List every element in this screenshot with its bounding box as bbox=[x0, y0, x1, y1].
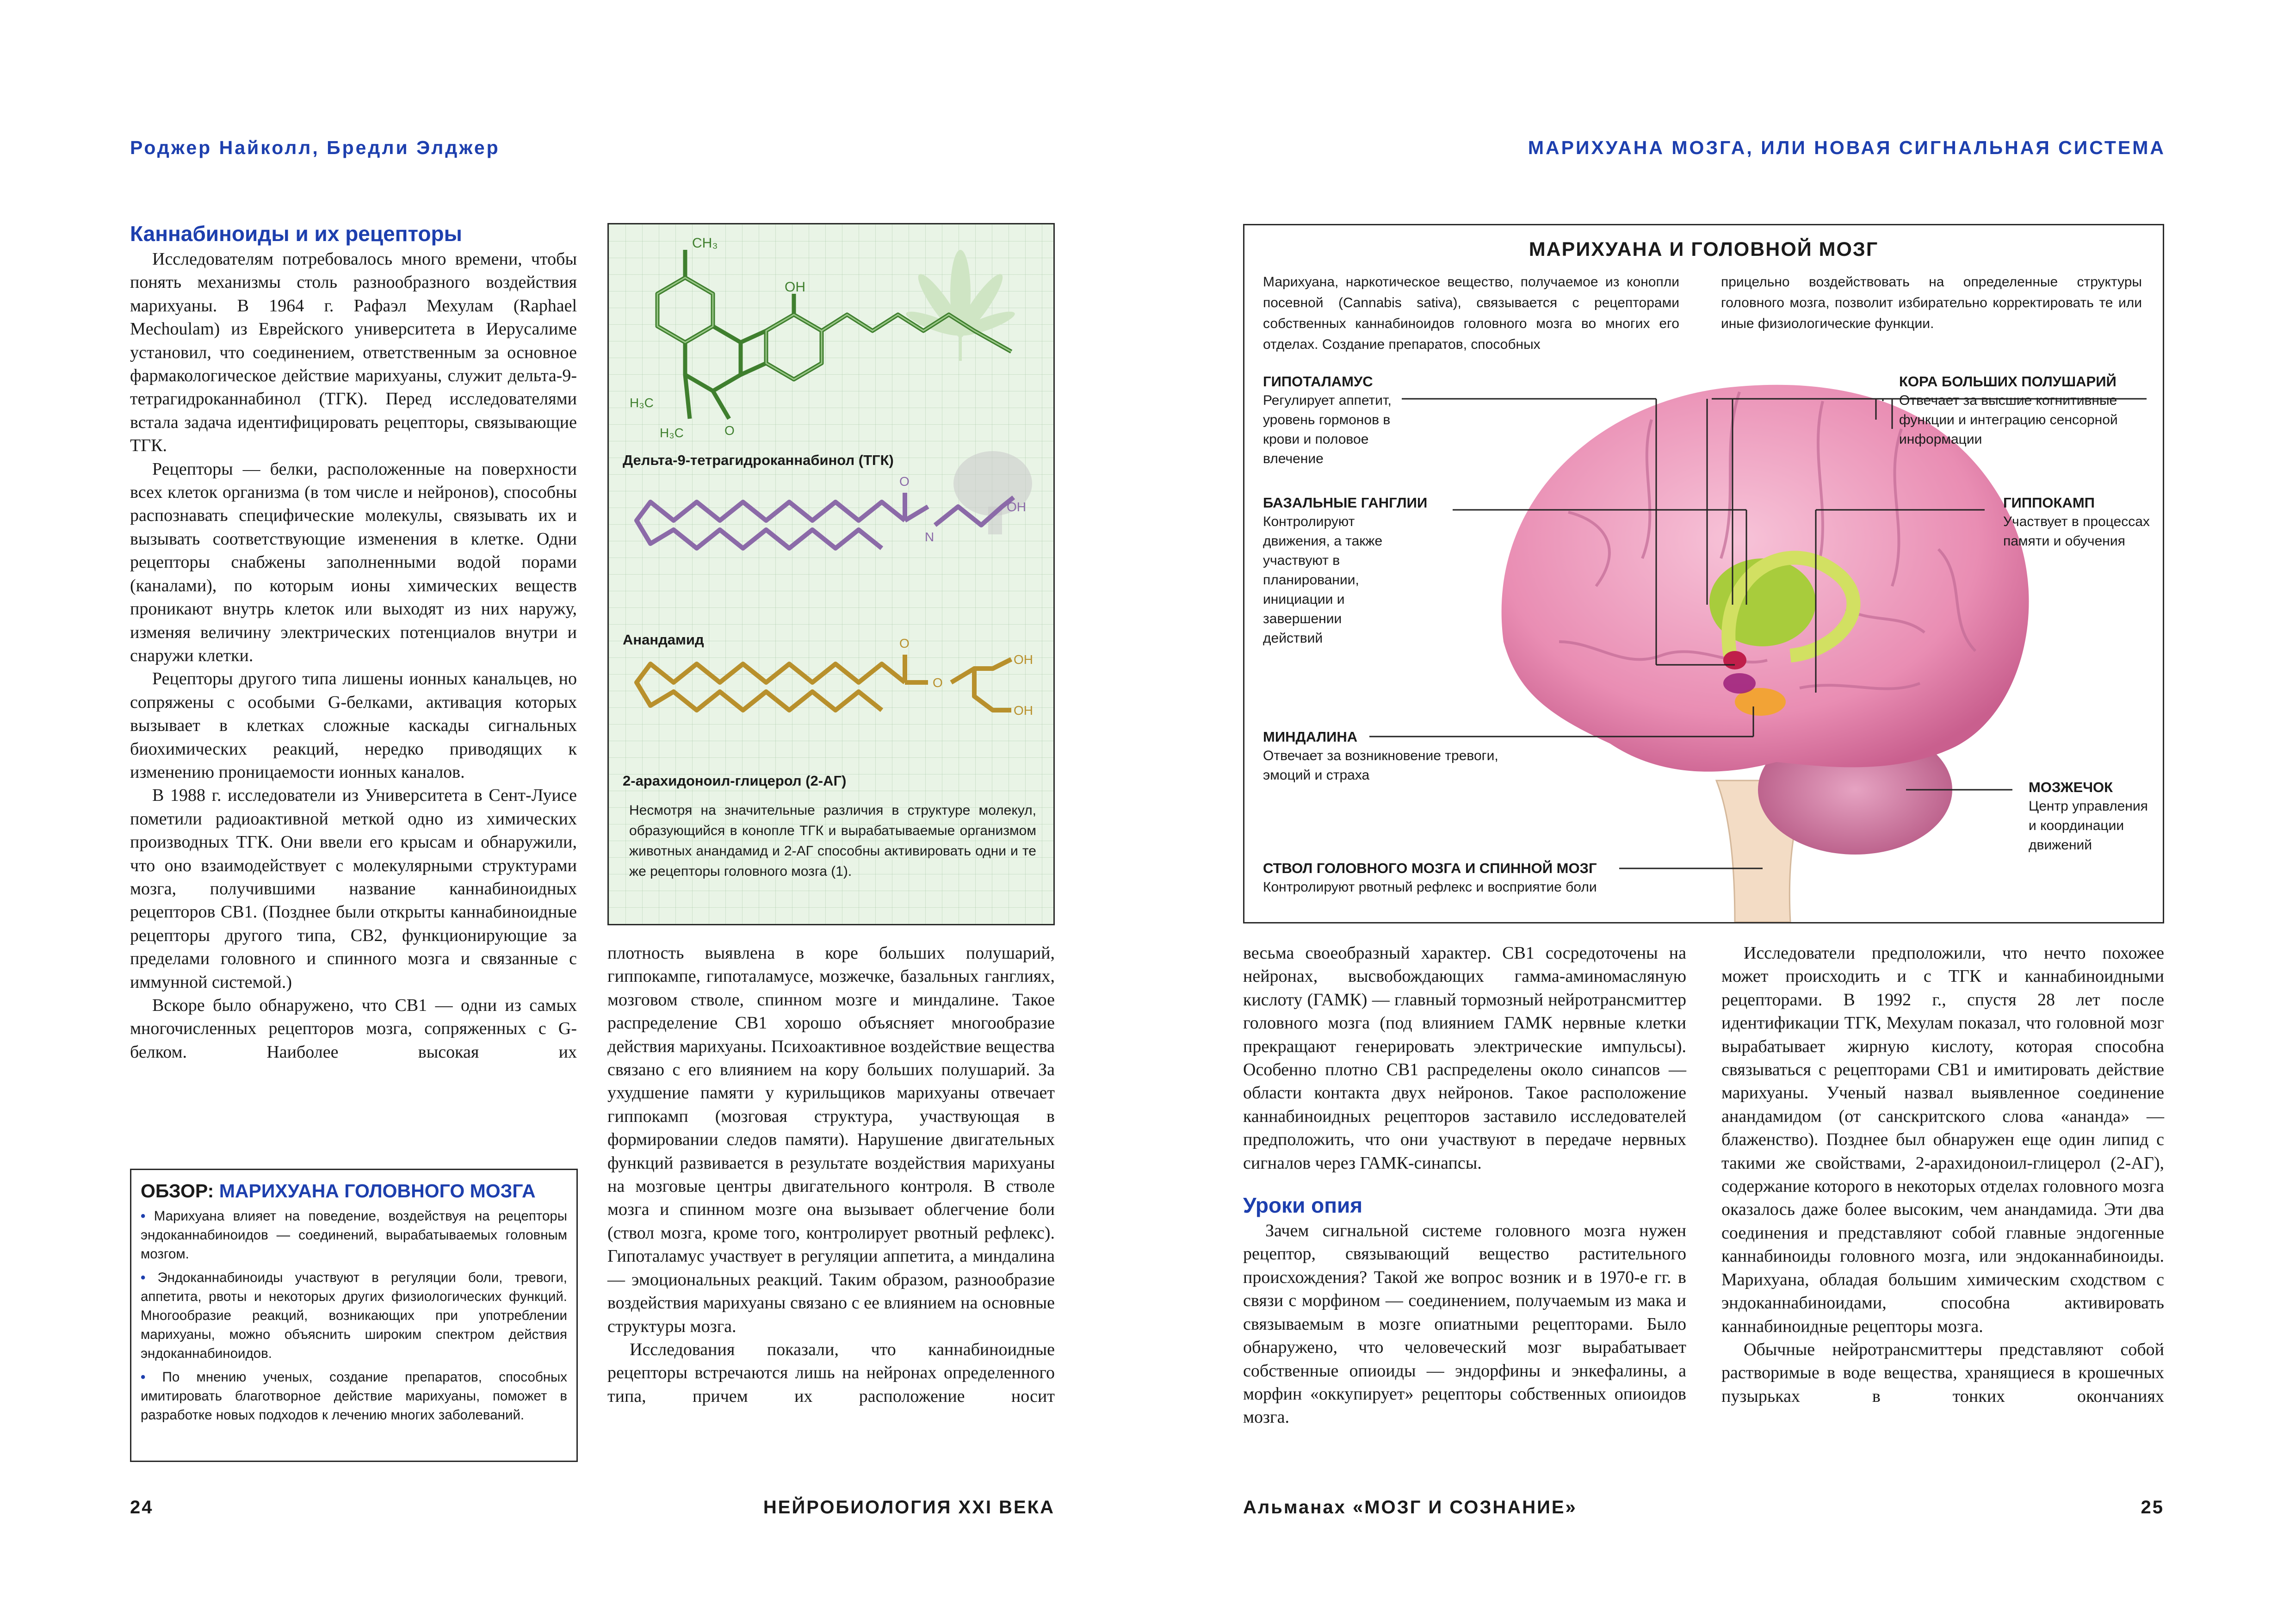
label-cerebellum bbox=[2029, 778, 2156, 855]
paragraph: Исследования показали, что каннабиноидные рецепторы встречаются лишь на нейронах определенного типа, причем их расположение носит bbox=[607, 1339, 1055, 1406]
label-thc: Дельта-9-тетрагидроканнабинол (ТГК) bbox=[623, 452, 894, 468]
overview-title-prefix: ОБЗОР: bbox=[141, 1180, 214, 1202]
atom-label: CH₃ bbox=[692, 235, 718, 251]
bullet-icon: • bbox=[141, 1369, 146, 1385]
paragraph: Исследователи предположили, что нечто похожее может происходить и с ТГК и каннабиноидными рецепторами. В 1992 г., спустя 28 лет после идентификации ТГК, Мехулам показал, что головной мозг вырабатывает жирную кислоту, которая способна связываться с рецепторами CB1 и имитировать действие марихуаны. Ученый назвал выявленное соединение анандамидом (от санскритского слова «ананда» — блаженство). Позднее был обнаружен еще один липид с такими же свойствами, 2-арахидоноил-глицерол (2-АГ), содержание которого в некоторых отделах головного мозга оказалось даже более высоким, чем анандамида. Эти два соединения и представляют собой главные эндогенные каннабиноиды головного мозга, или эндоканнабиноиды. Марихуана, обладая большим химическим сходством с эндоканнабиноидами, способна активировать каннабиноидные рецепторы мозга. bbox=[1721, 943, 2164, 1336]
paragraph: Рецепторы другого типа лишены ионных канальцев, но сопряжены с особыми G-белками, активация которых вызывает в клетках сложные каскады сигнальных биохимических реакций, нередко приводящих к изменению проницаемости ионных каналов. bbox=[130, 669, 577, 782]
running-header-article-title: МАРИХУАНА МОЗГА, ИЛИ НОВАЯ СИГНАЛЬНАЯ СИСТЕМА bbox=[1528, 137, 2166, 158]
paragraph: Зачем сигнальной системе головного мозга нужен рецептор, связывающий вещество растительного происхождения? Такой же вопрос возник и в 1970-е гг. в связи с морфином — соединением, получаемым из мака и связываемым в мозге опиатными рецепторами. Было обнаружено, что человеческий мозг вырабатывает собственные опиоиды — эндорфины и энкефалины, а морфин «оккупирует» рецепторы собственных опиоидов мозга. bbox=[1243, 1221, 1686, 1427]
atom-label: H₃C bbox=[630, 396, 654, 410]
label-desc: Отвечает за возникновение тревоги, эмоций и страха bbox=[1263, 748, 1498, 783]
atom-label: O bbox=[933, 675, 943, 690]
atom-label-h3c: H₃C bbox=[660, 426, 684, 440]
atom-label: OH bbox=[1007, 500, 1026, 514]
footer-left-title: НЕЙРОБИОЛОГИЯ XXI ВЕКА bbox=[763, 1497, 1055, 1518]
running-header-authors: Роджер Найколл, Бредли Элджер bbox=[130, 137, 500, 158]
label-2ag: 2-арахидоноил-глицерол (2-АГ) bbox=[623, 773, 847, 789]
figure-intro-right: прицельно воздействовать на определенные структуры головного мозга, позволит избирательно корректировать те или иные физиологические функции. bbox=[1721, 274, 2142, 331]
paragraph: В 1988 г. исследователи из Университета в Сент-Луисе пометили радиоактивной меткой одно из химических производных ТГК. Они ввели его крысам и обнаружили, что оно взаимодействует с молекулярными структурами мозга, получившими название каннабиноидных рецепторов CB1. (Позднее были открыты каннабиноидные рецепторы другого типа, CB2, функционирующие за пределами головного и спинного мозга и связанные с иммунной системой.) bbox=[130, 786, 577, 992]
label-title: СТВОЛ ГОЛОВНОГО МОЗГА И СПИННОЙ МОЗГ bbox=[1263, 860, 1597, 876]
label-cortex bbox=[1899, 372, 2154, 449]
label-anandamide: Анандамид bbox=[623, 632, 704, 648]
paragraph: Исследователям потребовалось много времени, чтобы понять механизмы столь разнообразного воздействия марихуаны. В 1964 г. Рафаэл Мехулам (Raphael Mechoulam) из Еврейского университета в Иерусалиме установил, что соединением, ответственным за основное фармакологическое действие марихуаны, служит дельта-9-тетрагидроканнабинол (ТГК). Перед исследователями встала задача идентифицировать рецепторы, связывающие ТГК. bbox=[130, 249, 577, 456]
2ag-molecule bbox=[637, 655, 1011, 710]
hypothalamus-shape bbox=[1723, 651, 1746, 669]
atom-label: N bbox=[925, 530, 934, 544]
overview-item bbox=[141, 1268, 567, 1363]
label-title: ГИППОКАМП bbox=[2003, 495, 2095, 511]
overview-list bbox=[141, 1207, 567, 1425]
label-desc: Контролируют движения, а также участвуют в планировании, инициации и завершении действий bbox=[1263, 514, 1383, 646]
label-hypothalamus bbox=[1263, 372, 1420, 469]
atom-label: OH bbox=[785, 279, 805, 295]
paragraph: плотность выявлена в коре больших полушарий, гиппокампе, гипоталамусе, мозжечке, базальных ганглиях, мозговом стволе, спинном мозге и миндалине. Такое распределение CB1 хорошо объясняет многообразие действия марихуаны. Психоактивное воздействие вещества связано с его влиянием на кору больших полушарий. За ухудшение памяти у курильщиков марихуаны отвечает гиппокамп (мозговая структура, участвующая в формировании следов памяти). Нарушение двигательных функций развивается в результате воздействия марихуаны на мозговые центры двигательного контроля. В стволе мозга и спинном мозге она вызывает облегчение боли (ствол мозга, кроме того, контролирует рвотный рефлекс). Гипоталамус участвует в регуляции аппетита, а миндалина — эмоциональных реакций. Таким образом, разнообразие воздействия марихуаны связано с ее влиянием на основные структуры мозга. bbox=[607, 943, 1055, 1336]
overview-title bbox=[141, 1180, 567, 1202]
figure-intro-left: Марихуана, наркотическое вещество, получаемое из конопли посевной (Cannabis sativa), связывается с рецепторами собственных каннабиноидов головного мозга во многих его отделах. Создание препаратов, способных bbox=[1263, 274, 1679, 352]
overview-item-text: Марихуана влияет на поведение, воздействуя на рецепторы эндоканнабиноидов — соединений, вырабатываемых головным мозгом. bbox=[141, 1208, 567, 1262]
overview-box bbox=[130, 1169, 578, 1462]
label-title: ГИПОТАЛАМУС bbox=[1263, 373, 1373, 390]
molecule-caption: Несмотря на значительные различия в структуре молекул, образующийся в конопле ТГК и вырабатываемые организмом животных анандамид и 2-АГ способны активировать одни и те же рецепторы головного мозга (1). bbox=[629, 803, 1036, 879]
paragraph: Вскоре было обнаружено, что CB1 — одни из самых многочисленных рецепторов мозга, сопряженных с G-белком. Наиболее высокая их bbox=[130, 996, 577, 1062]
label-brainstem bbox=[1263, 859, 1726, 897]
label-hippocampus bbox=[2003, 494, 2156, 551]
paragraph: Обычные нейротрансмиттеры представляют собой растворимые в воде вещества, хранящиеся в крошечных пузырьках в тонких окончаниях bbox=[1721, 1339, 2164, 1406]
atom-label: OH bbox=[1014, 703, 1033, 718]
overview-item-text: Эндоканнабиноиды участвуют в регуляции боли, тревоги, аппетита, рвоты и некоторых других физиологических функций. Многообразие реакций, возникающих при употреблении марихуаны, можно объяснить широким спектром действия эндоканнабиноидов. bbox=[141, 1270, 567, 1361]
label-desc: Контролируют рвотный рефлекс и восприятие боли bbox=[1263, 880, 1597, 895]
column-1 bbox=[130, 220, 577, 1064]
overview-item bbox=[141, 1368, 567, 1425]
label-amygdala bbox=[1263, 728, 1504, 785]
column-4 bbox=[1721, 942, 2164, 1408]
brain-figure-box bbox=[1243, 224, 2164, 923]
anandamide-molecule bbox=[637, 493, 1014, 548]
paragraph: Рецепторы — белки, расположенные на поверхности всех клеток организма (в том числе и нейронов), способны распознавать специфические молекулы, связывать их и вызывать соответствующие изменения в клетке. Одни рецепторы снабжены заполненными водой порами (каналами), по которым ионы химических веществ проникают внутрь клеток или выходят из них наружу, изменяя величину электрических потенциалов внутри и снаружи клетки. bbox=[130, 459, 577, 665]
label-desc: Регулирует аппетит, уровень гормонов в крови и половое влечение bbox=[1263, 393, 1392, 466]
page-number-right: 25 bbox=[2141, 1497, 2164, 1518]
bullet-icon: • bbox=[141, 1208, 146, 1224]
atom-label: OH bbox=[1014, 652, 1033, 667]
figure-title: МАРИХУАНА И ГОЛОВНОЙ МОЗГ bbox=[1529, 238, 1879, 260]
label-basal-ganglia bbox=[1263, 494, 1430, 648]
label-desc: Центр управления и координации движений bbox=[2029, 799, 2148, 853]
atom-label: O bbox=[724, 423, 735, 438]
bullet-icon: • bbox=[141, 1270, 146, 1285]
molecule-structures-box bbox=[607, 223, 1055, 925]
label-title: МИНДАЛИНА bbox=[1263, 729, 1358, 745]
page-number-left: 24 bbox=[130, 1497, 154, 1518]
label-title: БАЗАЛЬНЫЕ ГАНГЛИИ bbox=[1263, 495, 1428, 511]
overview-item bbox=[141, 1207, 567, 1264]
column-2 bbox=[607, 942, 1055, 1408]
molecule-diagrams bbox=[609, 224, 1053, 798]
section-heading-opium: Уроки опия bbox=[1243, 1193, 1363, 1218]
section-heading-cannabinoids: Каннабиноиды и их рецепторы bbox=[130, 222, 462, 246]
atom-label: O bbox=[899, 474, 910, 489]
label-title: КОРА БОЛЬШИХ ПОЛУШАРИЙ bbox=[1899, 373, 2117, 390]
column-3 bbox=[1243, 942, 1686, 1429]
label-desc: Участвует в процессах памяти и обучения bbox=[2003, 514, 2150, 549]
overview-item-text: По мнению ученых, создание препаратов, способных имитировать благотворное действие марихуаны, поможет в разработке новых подходов к лечению многих заболеваний. bbox=[141, 1369, 567, 1423]
overview-title-main: МАРИХУАНА ГОЛОВНОГО МОЗГА bbox=[219, 1180, 536, 1202]
footer-right-title: Альманах «МОЗГ И СОЗНАНИЕ» bbox=[1243, 1497, 1577, 1518]
label-title: МОЗЖЕЧОК bbox=[2029, 779, 2113, 795]
atom-label: O bbox=[899, 636, 910, 650]
paragraph: весьма своеобразный характер. CB1 сосредоточены на нейронах, высвобождающих гамма-аминомасляную кислоту (ГАМК) — главный тормозный нейротрансмиттер головного мозга (под влиянием ГАМК нервные клетки прекращают генерировать электрические импульсы). Особенно плотно CB1 распределены около синапсов — области контакта двух нейронов. Такое расположение каннабиноидных рецепторов заставило исследователей предположить, что они участвуют в передаче нервных сигналов через ГАМК-синапсы. bbox=[1243, 943, 1686, 1173]
label-desc: Отвечает за высшие когнитивные функции и интеграцию сенсорной информации bbox=[1899, 393, 2118, 447]
